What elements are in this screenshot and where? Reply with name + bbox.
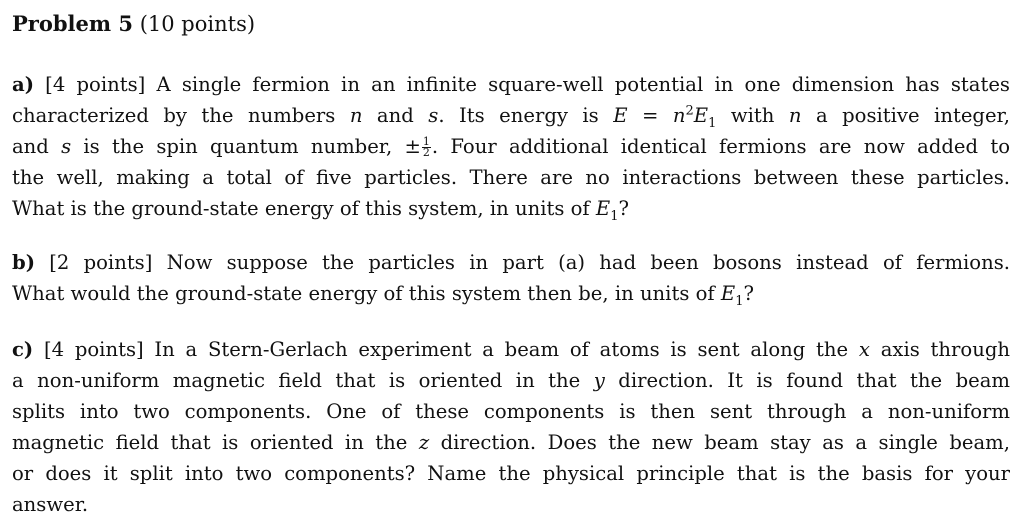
part-b-text-2b: ?	[743, 282, 754, 305]
part-a-text-3a: and	[12, 135, 62, 158]
part-a-text-5a: What is the ground-state energy of this system, in units of	[12, 197, 596, 220]
part-c-paragraph	[12, 334, 1010, 520]
part-a-text-5b: ?	[618, 197, 630, 220]
fraction-denominator: 2	[422, 146, 430, 159]
part-a-text-2b: . Its energy is	[438, 104, 614, 127]
math-s: s	[428, 104, 439, 127]
part-b-paragraph	[12, 247, 1010, 309]
math-E1: E	[693, 104, 709, 127]
problem-points: (10 points)	[139, 12, 256, 36]
part-a-text-4: the well, making a total of five particles. There are no interactions between these particles.	[12, 166, 1010, 189]
part-a-line-4	[12, 162, 1010, 193]
part-a-line-1	[12, 69, 1010, 100]
part-a-line-5	[12, 193, 1010, 224]
part-c-text-5: or does it split into two components? Name the physical principle that is the basis for your	[12, 462, 1010, 485]
part-c-label: c)	[12, 338, 34, 361]
part-b-label: b)	[12, 251, 35, 274]
part-c-text-1a: [4 points] In a Stern-Gerlach experiment a beam of atoms is sent along the	[43, 338, 859, 361]
part-c-line-5	[12, 458, 1010, 489]
part-a-text-2a: characterized by the numbers	[12, 104, 350, 127]
part-c-text-2a: a non-uniform magnetic field that is oriented in the	[12, 369, 594, 392]
math-E: E	[613, 104, 628, 127]
problem-title: Problem 5	[12, 11, 134, 36]
part-a-paragraph	[12, 69, 1010, 224]
part-c-text-6: answer.	[12, 493, 89, 516]
part-c-text-1b: axis through	[869, 338, 1010, 361]
fraction-one-half	[422, 137, 431, 158]
part-c-text-4b: direction. Does the new beam stay as a single beam,	[429, 431, 1010, 454]
part-a-text-1: [4 points] A single fermion in an infinite square-well potential in one dimension has states	[45, 73, 1010, 96]
math-n-2: n	[788, 104, 802, 127]
part-b-text-2a: What would the ground-state energy of this system then be, in units of	[12, 282, 721, 305]
part-a-text-3c: . Four additional identical fermions are now added to	[431, 135, 1010, 158]
math-E1-b: E	[595, 197, 611, 220]
math-subscript-1-c: 1	[735, 293, 744, 309]
part-a-text-2c: with	[716, 104, 789, 127]
part-c-line-1	[12, 334, 1010, 365]
part-c-line-3	[12, 396, 1010, 427]
part-a-line-3	[12, 131, 1010, 162]
part-b-line-1	[12, 247, 1010, 278]
part-a-text-and: and	[362, 104, 429, 127]
math-exponent-2: 2	[685, 103, 694, 119]
math-E1-c: E	[720, 282, 736, 305]
fraction-numerator: 1	[422, 135, 430, 148]
part-c-line-6	[12, 489, 1010, 520]
part-b-text-1: [2 points] Now suppose the particles in part (a) had been bosons instead of fermions.	[49, 251, 1010, 274]
part-a-line-2	[12, 100, 1010, 131]
part-c-text-2b: direction. It is found that the beam	[604, 369, 1011, 392]
part-b-line-2	[12, 278, 1010, 309]
math-x: x	[858, 338, 870, 361]
part-a-text-3b: is the spin quantum number, ±	[71, 135, 421, 158]
math-y: y	[593, 369, 605, 392]
math-subscript-1: 1	[708, 115, 717, 131]
part-a-label: a)	[12, 73, 34, 96]
math-n: n	[349, 104, 363, 127]
part-c-text-4a: magnetic field that is oriented in the	[12, 431, 419, 454]
math-eq: =	[627, 104, 673, 127]
part-c-line-4	[12, 427, 1010, 458]
part-c-text-3: splits into two components. One of these components is then sent through a non-uniform	[12, 400, 1010, 423]
part-c-line-2	[12, 365, 1010, 396]
part-a-text-2d: a positive integer,	[801, 104, 1010, 127]
math-z: z	[418, 431, 430, 454]
problem-page	[12, 0, 1012, 522]
math-s-2: s	[61, 135, 72, 158]
math-subscript-1-b: 1	[610, 208, 619, 224]
math-n-squared-base: n	[672, 104, 686, 127]
problem-heading	[12, 10, 255, 38]
